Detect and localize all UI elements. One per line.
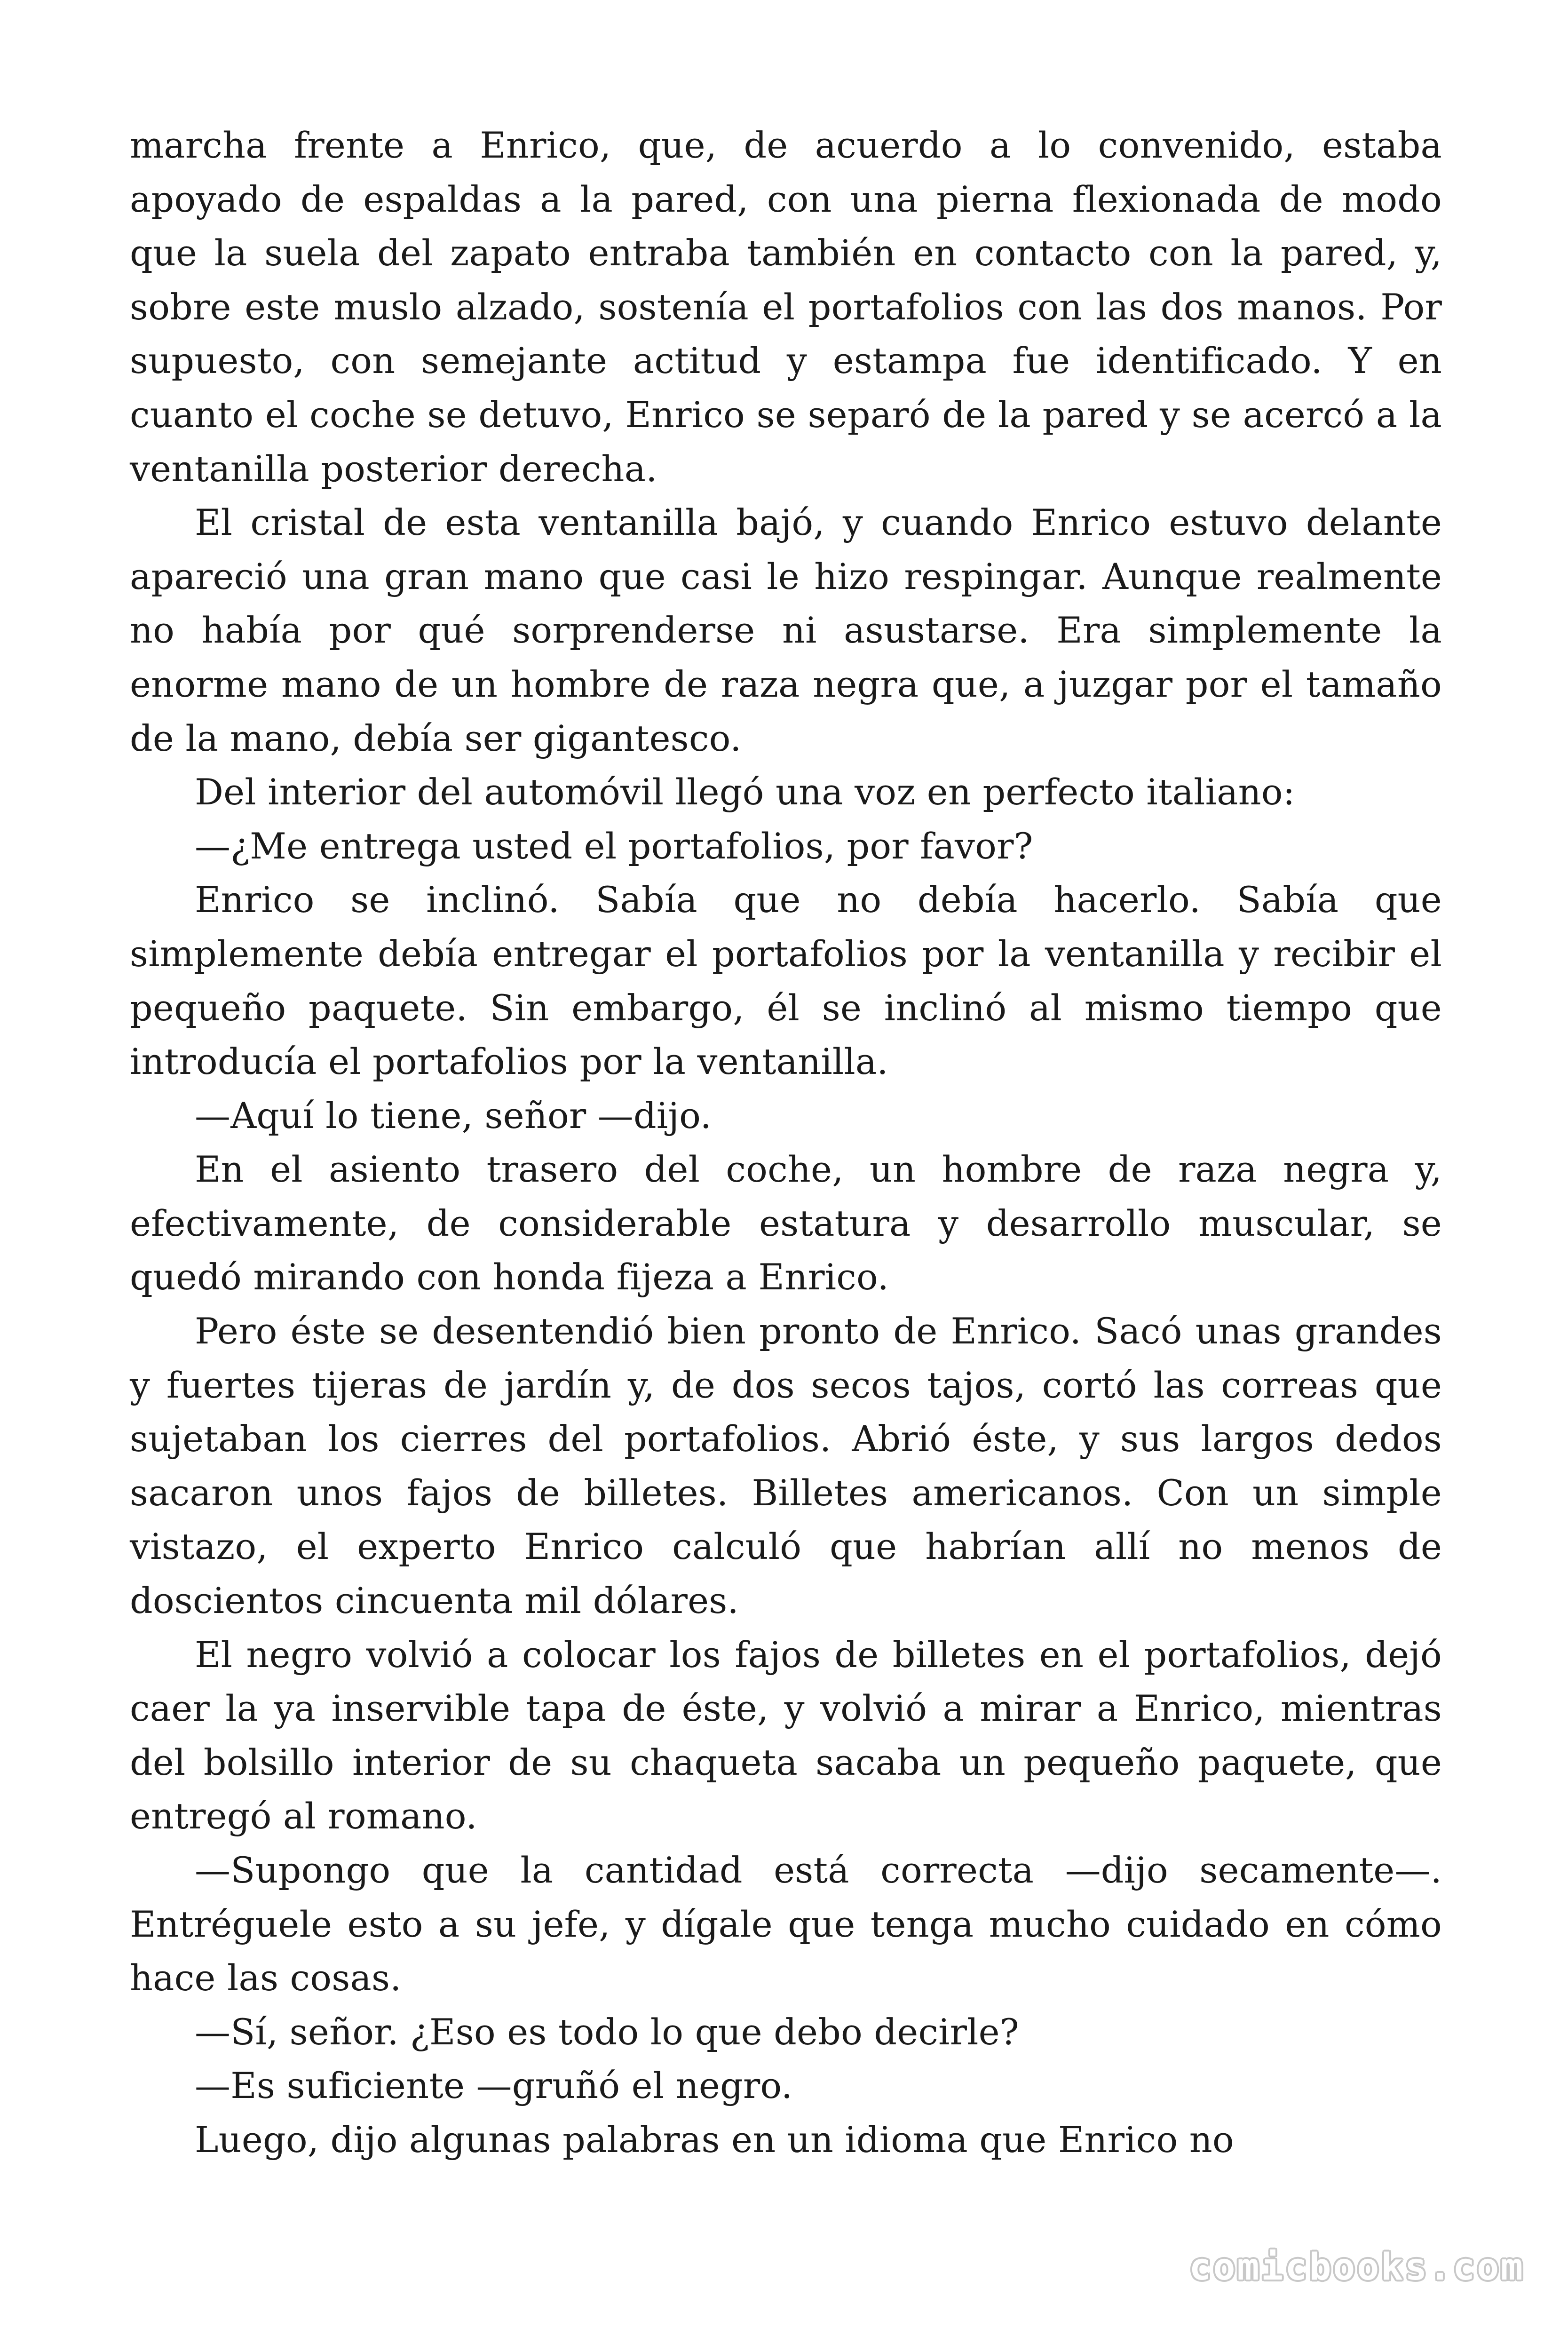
dialogue-line: —¿Me entrega usted el portafolios, por favor? [195, 825, 1033, 867]
dialogue-line: —Es suficiente —gruñó el negro. [195, 2065, 793, 2107]
paragraph: El negro volvió a colocar los fajos de billetes en el portafolios, dejó caer la ya inservible tapa de éste, y volvió a mirar a Enrico, mientras del bolsillo interior de su chaqueta sacaba un pequeño paquete, que entregó al romano. [130, 1633, 1442, 1837]
body-text [130, 119, 1442, 2167]
dialogue-line: —Sí, señor. ¿Eso es todo lo que debo decirle? [195, 2010, 1019, 2053]
watermark: comicbooks.com [1189, 2246, 1525, 2288]
paragraph: marcha frente a Enrico, que, de acuerdo a lo convenido, estaba apoyado de espaldas a la pared, con una pierna flexionada de modo que la suela del zapato entraba también en contacto con la pared, y, sobre este muslo alzado, sostenía el portafolios con las dos manos. Por supuesto, con semejante actitud y estampa fue identificado. Y en cuanto el coche se detuvo, Enrico se separó de la pared y se acercó a la ventanilla posterior derecha. [130, 124, 1442, 490]
paragraph: Enrico se inclinó. Sabía que no debía hacerlo. Sabía que simplemente debía entregar el portafolios por la ventanilla y recibir el pequeño paquete. Sin embargo, él se inclinó al mismo tiempo que introducía el portafolios por la ventanilla. [130, 879, 1442, 1083]
paragraph: El cristal de esta ventanilla bajó, y cuando Enrico estuvo delante apareció una gran mano que casi le hizo respingar. Aunque realmente no había por qué sorprenderse ni asustarse. Era simplemente la enorme mano de un hombre de raza negra que, a juzgar por el tamaño de la mano, debía ser gigantesco. [130, 501, 1442, 759]
paragraph: Luego, dijo algunas palabras en un idioma que Enrico no [195, 2118, 1234, 2161]
paragraph: Del interior del automóvil llegó una voz en perfecto italiano: [195, 771, 1295, 813]
dialogue-line: —Aquí lo tiene, señor —dijo. [195, 1094, 712, 1136]
paragraph: Pero éste se desentendió bien pronto de Enrico. Sacó unas grandes y fuertes tijeras de jardín y, de dos secos tajos, cortó las correas que sujetaban los cierres del portafolios. Abrió éste, y sus largos dedos sacaron unos fajos de billetes. Billetes americanos. Con un simple vistazo, el experto Enrico calculó que habrían allí no menos de doscientos cincuenta mil dólares. [130, 1310, 1442, 1622]
paragraph: En el asiento trasero del coche, un hombre de raza negra y, efectivamente, de considerable estatura y desarrollo muscular, se quedó mirando con honda fijeza a Enrico. [130, 1148, 1442, 1298]
dialogue-line: —Supongo que la cantidad está correcta —dijo secamente—. Entréguele esto a su jefe, y dígale que tenga mucho cuidado en cómo hace las cosas. [130, 1849, 1442, 1999]
